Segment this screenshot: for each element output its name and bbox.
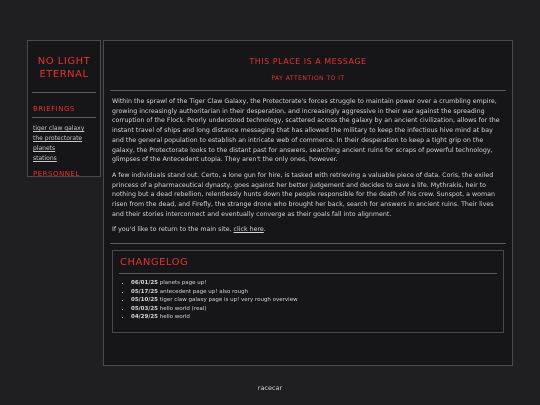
changelog-date: 05/03/25 xyxy=(131,305,158,312)
changelog-entry xyxy=(131,296,503,305)
changelog-entry xyxy=(131,279,503,288)
click-here-link[interactable]: click here xyxy=(233,226,264,234)
footer-text: racecar xyxy=(257,384,283,392)
changelog-date: 05/10/25 xyxy=(131,297,158,304)
intro-paragraph: Within the sprawl of the Tiger Claw Galaxy, the Protectorate's forces struggle to maintain power over a crumbling empire, growing increasingly authoritarian in their desperation, and increasingly aggressive in their war against the spreading corruption of the Flock. Poorly understood technology, scattered across the galaxy by an ancient civilization, allows for the instant travel of ships and long distance messaging that has allowed the military to keep the infectious hive mind at bay and the general population to establish an intricate web of commerce. In their desperation to keep a tight grip on the galaxy, the Protectorate looks to the distant past for answers, searching ancient ruins for scraps of powerful technology, glimpses of the Antecedent utopia. They aren't the only ones, however. xyxy=(112,98,500,164)
changelog-box xyxy=(112,250,504,333)
changelog-entry xyxy=(131,313,503,322)
return-text: If you'd like to return to the main site, xyxy=(112,226,234,234)
briefings-list xyxy=(33,124,100,164)
page-title: THIS PLACE IS A MESSAGE xyxy=(249,57,367,66)
page-subtitle: PAY ATTENTION TO IT xyxy=(271,75,345,82)
return-paragraph xyxy=(112,225,504,235)
sidebar-link-stations[interactable]: stations xyxy=(33,155,57,162)
briefings-heading: BRIEFINGS xyxy=(33,105,75,113)
sidebar-item-tiger-claw-galaxy xyxy=(33,124,100,134)
changelog-list xyxy=(131,279,503,322)
changelog-entry xyxy=(131,305,503,314)
changelog-title: CHANGELOG xyxy=(120,257,189,269)
changelog-divider xyxy=(119,273,497,274)
sidebar-divider xyxy=(32,92,96,93)
changelog-entry xyxy=(131,288,503,297)
return-end: . xyxy=(263,226,266,234)
site-title[interactable]: NO LIGHT ETERNAL xyxy=(37,56,91,80)
changelog-text: tiger claw galaxy page is up! very rough overview xyxy=(159,297,298,304)
content-divider xyxy=(110,243,506,244)
changelog-text: hello world (real) xyxy=(159,305,207,312)
changelog-date: 04/29/25 xyxy=(131,314,158,321)
sidebar-link-tiger-claw-galaxy[interactable]: tiger claw galaxy xyxy=(33,125,85,132)
main-panel xyxy=(103,40,513,366)
personnel-heading: PERSONNEL xyxy=(33,170,80,177)
sidebar-link-planets[interactable]: planets xyxy=(33,145,56,152)
changelog-text: antecedent page up! also rough xyxy=(159,288,249,295)
sidebar-item-the-protectorate xyxy=(33,134,100,144)
sidebar-item-stations xyxy=(33,154,100,164)
sidebar xyxy=(27,40,101,177)
characters-paragraph: A few individuals stand out. Certo, a lone gun for hire, is tasked with retrieving a valuable piece of data. Coris, the exiled princess of a pharmaceutical dynasty, goes against her better judgement and decides to save a life. Mythrakis, heir to nothing but a dead rebellion, relentlessly hunts down the people responsible for the death of his crew. Sunspot, a woman risen from the dead, and Firefly, the strange drone who brought her back, search for answers in ancient ruins. Their lives and their stories interconnect and eventually converge as their goals fall into alignment. xyxy=(112,171,496,218)
briefings-divider xyxy=(32,117,96,118)
changelog-text: hello world xyxy=(159,314,190,321)
title-divider xyxy=(110,90,506,91)
changelog-date: 06/01/25 xyxy=(131,280,158,287)
changelog-date: 05/17/25 xyxy=(131,288,158,295)
sidebar-link-the-protectorate[interactable]: the protectorate xyxy=(33,135,83,142)
sidebar-item-planets xyxy=(33,144,100,154)
changelog-text: planets page up! xyxy=(159,280,207,287)
